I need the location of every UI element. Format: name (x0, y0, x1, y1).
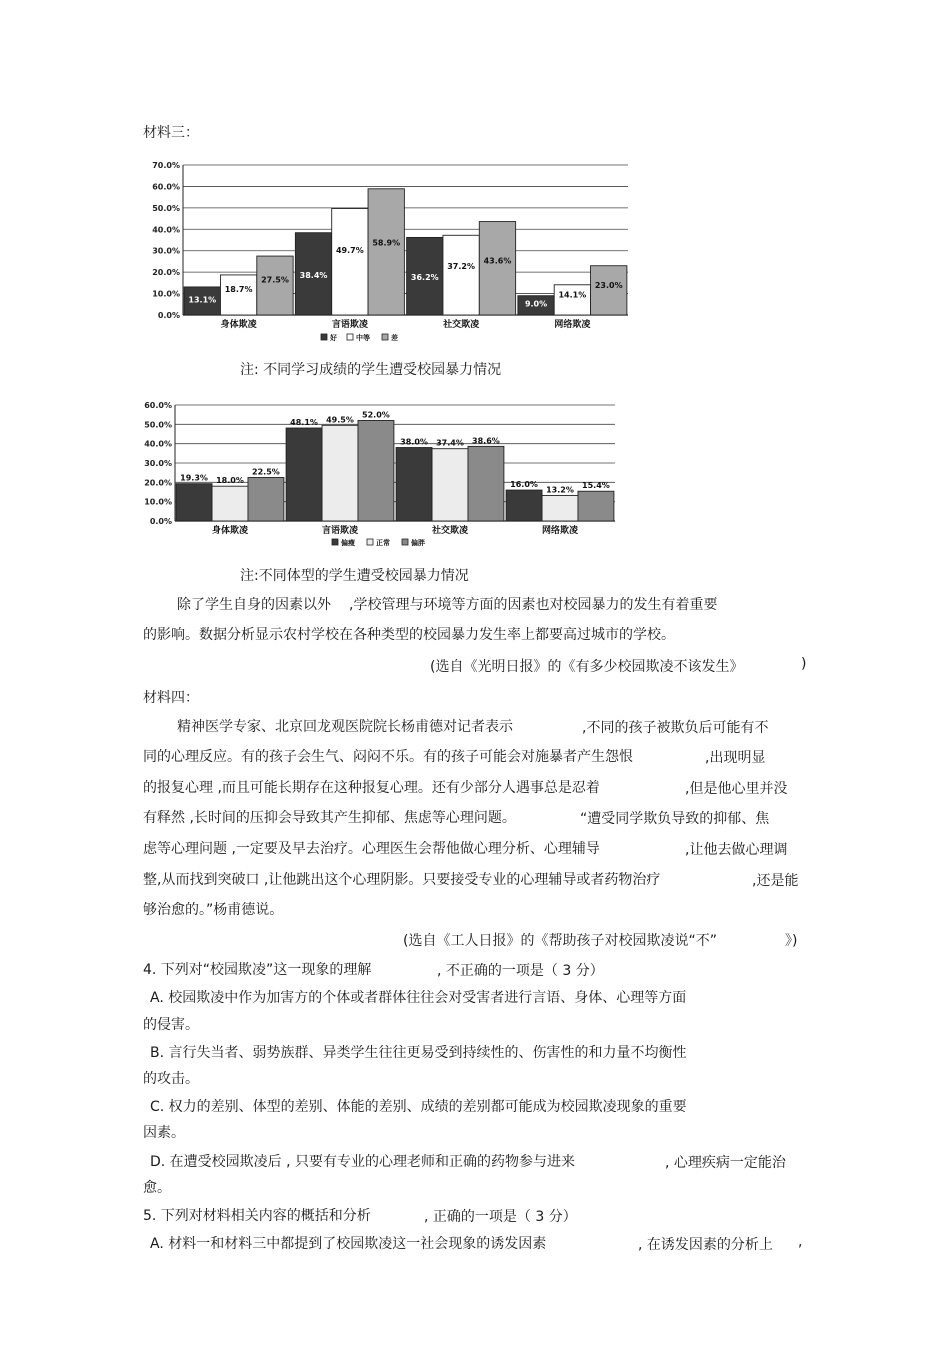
question-5: 5. 下列对材料相关内容的概括和分析 (143, 1208, 371, 1224)
data-label: 23.0% (594, 280, 623, 290)
data-label: 36.2% (410, 273, 439, 283)
x-tick-label: 身体欺凌 (220, 320, 257, 330)
data-label: 37.4% (436, 438, 464, 448)
bar (368, 189, 404, 315)
legend-swatch (321, 334, 327, 340)
data-label: 37.2% (447, 261, 476, 271)
option-c: C. 权力的差别、体型的差别、体能的差别、成绩的差别都可能成为校园欺凌现象的重要 (150, 1099, 687, 1115)
chart-grades-svg (143, 155, 643, 345)
material3-title: 材料三： (143, 125, 199, 141)
bar (506, 490, 542, 521)
bar (432, 449, 468, 521)
bar (220, 275, 256, 315)
data-label: 43.6% (483, 256, 512, 266)
option-a: A. 校园欺凌中作为加害方的个体或者群体往往会对受害者进行言语、身体、心理等方面 (150, 990, 687, 1006)
y-tick-label: 60.0% (144, 401, 172, 410)
x-tick-label: 身体欺凌 (211, 526, 249, 536)
option-c-cont: 因素。 (143, 1125, 185, 1141)
legend-swatch (402, 539, 408, 545)
chart-body-type (140, 397, 640, 552)
legend-label: 差 (391, 334, 398, 342)
y-tick-label: 0.0% (149, 517, 172, 526)
text-segment: ,不同的孩子被欺负后可能有不 (582, 720, 769, 736)
paragraph-line: 虑等心理问题 ,一定要及早去治疗。心理医生会帮他做心理分析、心理辅导 (143, 841, 600, 857)
data-label: 48.1% (290, 418, 318, 428)
legend-swatch (347, 334, 353, 340)
option-5a-mid: , 在诱发因素的分析上 (638, 1237, 773, 1253)
bar (212, 486, 248, 521)
option-d: D. 在遭受校园欺凌后 , 只要有专业的心理老师和正确的药物参与进来 (150, 1154, 576, 1170)
option-a-cont: 的侵害。 (143, 1017, 199, 1033)
bar (332, 209, 368, 316)
bar (578, 491, 614, 521)
y-tick-label: 40.0% (152, 225, 180, 235)
data-label: 27.5% (261, 275, 289, 285)
legend-label: 偏胖 (411, 539, 425, 547)
data-label: 38.0% (400, 437, 428, 447)
legend-label: 正常 (376, 539, 390, 547)
paragraph-line: 有释然 ,长时间的压抑会导致其产生抑郁、焦虑等心理问题。 (143, 810, 516, 826)
text-segment: 除了学生自身的因素以外 (177, 597, 331, 613)
bar (443, 235, 479, 315)
y-tick-label: 10.0% (144, 497, 172, 507)
legend-swatch (332, 539, 338, 545)
legend-label: 好 (330, 334, 337, 342)
data-label: 49.7% (335, 246, 364, 256)
paragraph-line: 同的心理反应。有的孩子会生气、闷闷不乐。有的孩子可能会对施暴者产生怨恨 (143, 749, 633, 765)
question-5-tail: , 正确的一项是（ 3 分） (424, 1209, 577, 1225)
x-tick-label: 社交欺凌 (431, 526, 469, 536)
option-b: B. 言行失当者、弱势族群、异类学生往往更易受到持续性的、伤害性的和力量不均衡性 (150, 1045, 687, 1061)
source-citation: (选自《光明日报》的《有多少校园欺凌不该发生》 (430, 659, 744, 675)
y-tick-label: 20.0% (152, 268, 180, 278)
x-tick-label: 言语欺凌 (321, 526, 359, 536)
paragraph-line (177, 717, 513, 737)
text-segment: ,还是能 (752, 873, 799, 889)
x-tick-label: 言语欺凌 (331, 320, 368, 330)
data-label: 14.1% (558, 290, 587, 300)
material4-title: 材料四： (143, 690, 199, 706)
chart-grades-note: 注: 不同学习成绩的学生遭受校园暴力情况 (240, 362, 502, 378)
data-label: 58.9% (372, 238, 401, 248)
bar (257, 256, 293, 315)
text-segment: ,出现明显 (705, 750, 766, 766)
data-label: 13.1% (188, 295, 217, 305)
text-segment: 精神医学专家、北京回龙观医院院长杨甫德对记者表示 (177, 719, 513, 735)
option-5a: A. 材料一和材料三中都提到了校园欺凌这一社会现象的诱发因素 (150, 1236, 547, 1252)
source-citation: (选自《工人日报》的《帮助孩子对校园欺凌说“不” (403, 933, 717, 949)
y-tick-label: 20.0% (144, 478, 172, 488)
paragraph-line: 的报复心理 ,而且可能长期存在这种报复心理。还有少部分人遇事总是忍着 (143, 780, 600, 796)
data-label: 13.2% (546, 485, 574, 495)
bar (554, 285, 590, 315)
data-label: 38.4% (299, 270, 328, 280)
data-label: 49.5% (326, 415, 354, 425)
chart-body-type-note: 注:不同体型的学生遭受校园暴力情况 (240, 568, 469, 584)
bar (396, 448, 432, 521)
data-label: 16.0% (510, 480, 538, 490)
legend-label: 偏瘦 (341, 539, 355, 547)
data-label: 18.0% (216, 476, 244, 486)
text-segment: “遭受同学欺负导致的抑郁、焦 (580, 811, 770, 827)
option-b-cont: 的攻击。 (143, 1071, 199, 1087)
y-tick-label: 70.0% (152, 161, 180, 170)
bar (358, 420, 394, 521)
paragraph-line: 整,从而找到突破口 ,让他跳出这个心理阴影。只要接受专业的心理辅导或者药物治疗 (143, 872, 661, 888)
chart-body-type-svg (140, 397, 640, 552)
text-segment: ,让他去做心理调 (685, 842, 788, 858)
bar (542, 495, 578, 521)
y-tick-label: 30.0% (144, 459, 172, 468)
question-4-tail: , 不正确的一项是（ 3 分） (437, 963, 604, 979)
data-label: 19.3% (180, 473, 208, 483)
data-label: 52.0% (362, 410, 390, 420)
data-label: 15.4% (582, 481, 610, 491)
source-citation-end: ) (801, 656, 807, 672)
bar (468, 446, 504, 521)
legend-swatch (367, 539, 373, 545)
y-tick-label: 10.0% (152, 289, 180, 299)
y-tick-label: 0.0% (157, 311, 180, 320)
data-label: 38.6% (472, 436, 500, 446)
option-5a-end: , (798, 1234, 803, 1250)
source-citation-end: 》) (785, 933, 798, 949)
legend-label: 中等 (356, 334, 370, 342)
x-tick-label: 网络欺凌 (554, 320, 591, 330)
bar (176, 484, 212, 521)
x-tick-label: 网络欺凌 (541, 526, 579, 536)
y-tick-label: 30.0% (152, 246, 180, 256)
legend-swatch (382, 334, 388, 340)
y-tick-label: 60.0% (152, 182, 180, 192)
bar (322, 425, 358, 521)
bar (591, 266, 627, 315)
data-label: 18.7% (224, 284, 253, 294)
chart-grades (143, 155, 643, 345)
text-segment: ,学校管理与环境等方面的因素也对校园暴力的发生有着重要 (349, 597, 718, 613)
option-d-tail: , 心理疾病一定能治 (665, 1155, 786, 1171)
y-tick-label: 50.0% (144, 420, 172, 430)
paragraph-line: 够治愈的。”杨甫德说。 (143, 902, 284, 918)
question-4: 4. 下列对“校园欺凌”这一现象的理解 (143, 962, 372, 978)
bar (286, 428, 322, 521)
paragraph-line: 的影响。数据分析显示农村学校在各种类型的校园暴力发生率上都要高过城市的学校。 (143, 627, 675, 643)
y-tick-label: 40.0% (144, 439, 172, 449)
bar (479, 222, 515, 315)
option-d-cont: 愈。 (143, 1180, 171, 1196)
y-tick-label: 50.0% (152, 203, 180, 213)
paragraph-line (177, 595, 717, 615)
x-tick-label: 社交欺凌 (443, 320, 480, 330)
text-segment: ,但是他心里并没 (685, 781, 788, 797)
bar (248, 478, 284, 522)
data-label: 22.5% (252, 467, 280, 477)
data-label: 9.0% (524, 299, 548, 309)
